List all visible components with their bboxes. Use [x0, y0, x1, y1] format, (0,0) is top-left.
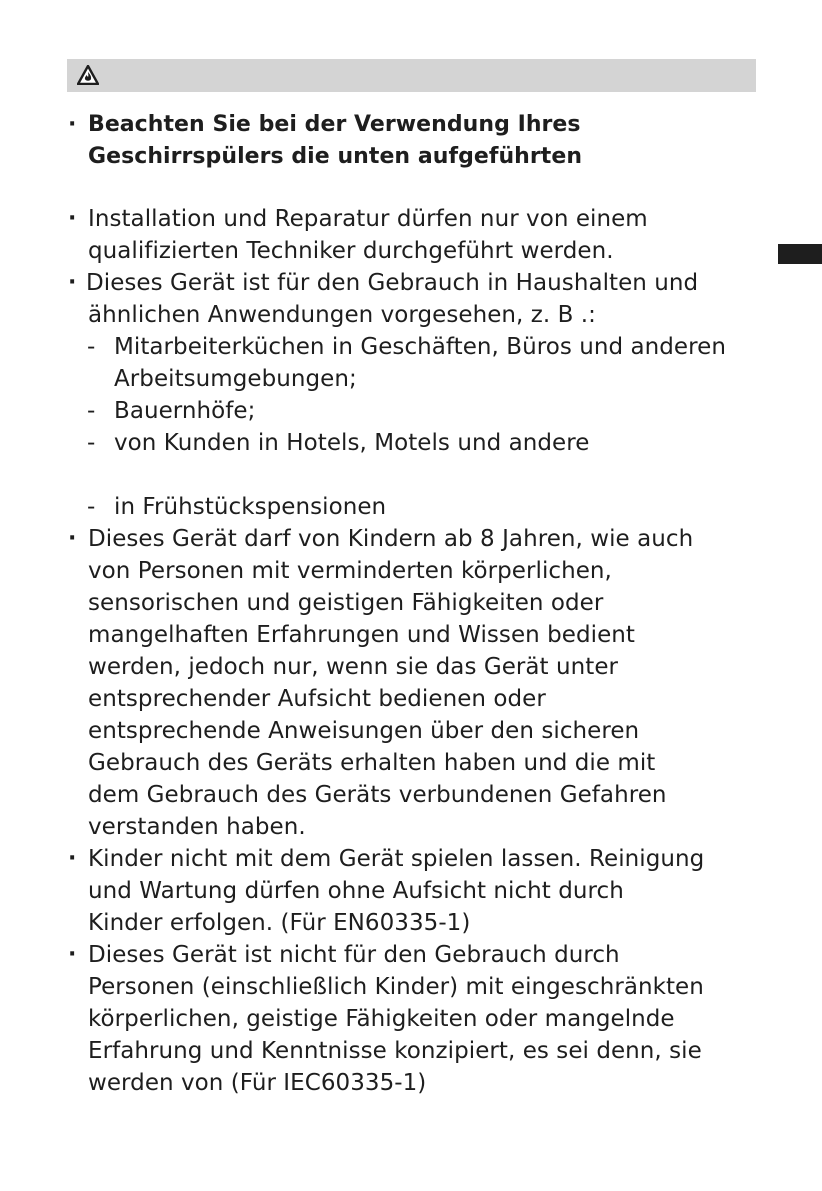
- item4-line: Kinder nicht mit dem Gerät spielen lassen. Reinigung: [88, 846, 705, 872]
- dash: -: [87, 334, 96, 360]
- item2-sub2: Bauernhöfe;: [114, 398, 256, 424]
- item5-line: Dieses Gerät ist nicht für den Gebrauch durch: [88, 942, 620, 968]
- item5-line: werden von (Für IEC60335-1): [88, 1070, 427, 1096]
- item3-line: entsprechende Anweisungen über den sicheren: [88, 718, 640, 744]
- item3-line: Dieses Gerät darf von Kindern ab 8 Jahren, wie auch: [88, 526, 694, 552]
- item2-sub1-line-2: Arbeitsumgebungen;: [114, 366, 357, 392]
- item5-line: körperlichen, geistige Fähigkeiten oder mangelnde: [88, 1006, 675, 1032]
- item3-line: von Personen mit verminderten körperlichen,: [88, 558, 612, 584]
- warning-header-bar: [67, 59, 756, 92]
- item2-sub4: in Frühstückspensionen: [114, 494, 387, 520]
- item5-line: Personen (einschließlich Kinder) mit eingeschränkten: [88, 974, 704, 1000]
- item2-line-1: Dieses Gerät ist für den Gebrauch in Haushalten und: [86, 270, 699, 296]
- item3-line: sensorischen und geistigen Fähigkeiten oder: [88, 590, 604, 616]
- bullet: ·: [68, 526, 77, 551]
- item1-line-1: Installation und Reparatur dürfen nur von einem: [88, 206, 648, 232]
- bullet: ·: [68, 942, 77, 967]
- heading-line-1: Beachten Sie bei der Verwendung Ihres: [88, 112, 581, 137]
- item3-line: dem Gebrauch des Geräts verbundenen Gefahren: [88, 782, 667, 808]
- item2-sub3: von Kunden in Hotels, Motels und andere: [114, 430, 590, 456]
- item4-line: und Wartung dürfen ohne Aufsicht nicht durch: [88, 878, 624, 904]
- item2-line-2: ähnlichen Anwendungen vorgesehen, z. B .:: [88, 302, 596, 328]
- bullet: ·: [68, 846, 77, 871]
- item3-line: verstanden haben.: [88, 814, 306, 840]
- item5-line: Erfahrung und Kenntnisse konzipiert, es sei denn, sie: [88, 1038, 702, 1064]
- section-tab-marker: [778, 244, 822, 264]
- heading-line-2: Geschirrspülers die unten aufgeführten: [88, 144, 583, 169]
- bullet: ·: [68, 206, 77, 231]
- item1-line-2: qualifizierten Techniker durchgeführt werden.: [88, 238, 614, 264]
- item2-sub1-line-1: Mitarbeiterküchen in Geschäften, Büros und anderen: [114, 334, 726, 360]
- fire-warning-icon: [77, 65, 99, 85]
- item3-line: entsprechender Aufsicht bedienen oder: [88, 686, 546, 712]
- dash: -: [87, 494, 96, 520]
- bullet: ·: [68, 270, 77, 295]
- item3-line: mangelhaften Erfahrungen und Wissen bedient: [88, 622, 635, 648]
- dash: -: [87, 398, 96, 424]
- dash: -: [87, 430, 96, 456]
- item4-line: Kinder erfolgen. (Für EN60335-1): [88, 910, 471, 936]
- item3-line: werden, jedoch nur, wenn sie das Gerät unter: [88, 654, 619, 680]
- item3-line: Gebrauch des Geräts erhalten haben und die mit: [88, 750, 656, 776]
- bullet: ·: [68, 112, 77, 137]
